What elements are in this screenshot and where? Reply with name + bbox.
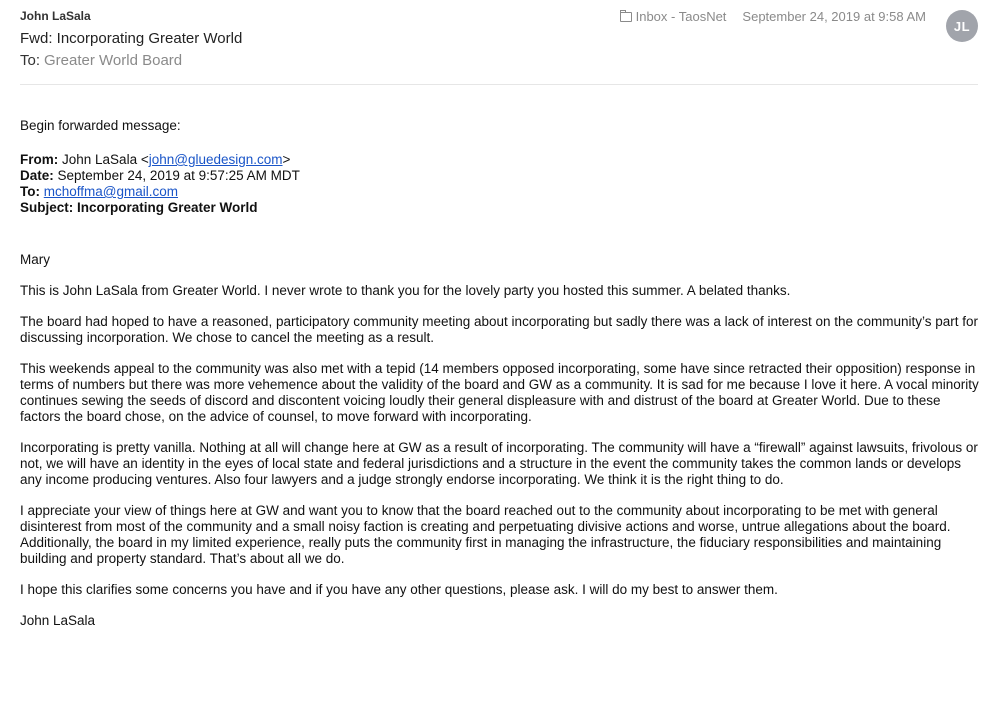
from-email-link[interactable]: john@gluedesign.com [148, 152, 283, 167]
message-subject: Fwd: Incorporating Greater World [20, 30, 243, 47]
forward-to-line [20, 184, 982, 200]
forwarded-headers [20, 152, 982, 216]
recipient-name[interactable]: Greater World Board [44, 52, 183, 69]
message-header [20, 0, 978, 85]
folder-icon [620, 12, 632, 22]
mailbox-label[interactable]: Inbox - TaosNet [635, 9, 727, 24]
signature: John LaSala [20, 613, 96, 628]
date-label: Date: [20, 168, 54, 183]
forward-date-line [20, 168, 982, 184]
to-email-link[interactable]: mchoffma@gmail.com [43, 184, 179, 199]
subject-label: Subject: [20, 200, 74, 215]
paragraph: I appreciate your view of things here at GW and want you to know that the board reached out to the community about incorporating to be met with general disinterest from most of the community and a small noisy faction is creating and perpetuating divisive actions and worse, untrue allegations about the board. Additionally, the board in my limited experience, really puts the community first in managing the infrastructure, the fiduciary responsibilities and maintaining building and property standard. That’s about all we do. [20, 503, 951, 566]
from-name: John LaSala < [62, 152, 149, 167]
forward-intro: Begin forwarded message: [20, 118, 181, 133]
paragraph: The board had hoped to have a reasoned, participatory community meeting about incorporating but sadly there was a lack of interest on the community’s part for discussing incorporation. We chose to cancel the meeting as a result. [20, 314, 979, 345]
sender-name[interactable]: John LaSala [20, 9, 91, 23]
greeting: Mary [20, 252, 50, 267]
sender-avatar[interactable]: JL [946, 10, 978, 42]
paragraph: I hope this clarifies some concerns you have and if you have any other questions, please ask. I will do my best to answer them. [20, 582, 778, 597]
message-body [20, 118, 982, 644]
forward-subject-line [20, 200, 982, 216]
paragraph: This is John LaSala from Greater World. I never wrote to thank you for the lovely party you hosted this summer. A belated thanks. [20, 283, 791, 298]
date-value: September 24, 2019 at 9:57:25 AM MDT [57, 168, 300, 183]
message-meta [620, 9, 926, 24]
to-label: To: [20, 52, 41, 69]
recipient-line [20, 52, 182, 69]
from-close: > [282, 152, 291, 167]
message-date: September 24, 2019 at 9:58 AM [742, 9, 926, 24]
forward-from-line [20, 152, 982, 168]
from-label: From: [20, 152, 59, 167]
subject-value: Incorporating Greater World [77, 200, 258, 215]
to-label: To: [20, 184, 40, 199]
paragraph: This weekends appeal to the community was also met with a tepid (14 members opposed incorporating, some have since retracted their opposition) response in terms of numbers but there was more vehemence about the validity of the board and GW as a community. It is sad for me because I love it here. A vocal minority continues sewing the seeds of discord and discontent voicing loudly their general displeasure with and distrust of the board at Greater World. Due to these factors the board chose, on the advice of counsel, to move forward with incorporating. [20, 361, 979, 424]
paragraph: Incorporating is pretty vanilla. Nothing at all will change here at GW as a result of incorporating. The community will have a “firewall” against lawsuits, frivolous or not, we will have an identity in the eyes of local state and federal jurisdictions and a structure in the event the community takes the common lands or develops any income producing ventures. Also four lawyers and a judge strongly endorse incorporating. We think it is the right thing to do. [20, 440, 978, 487]
